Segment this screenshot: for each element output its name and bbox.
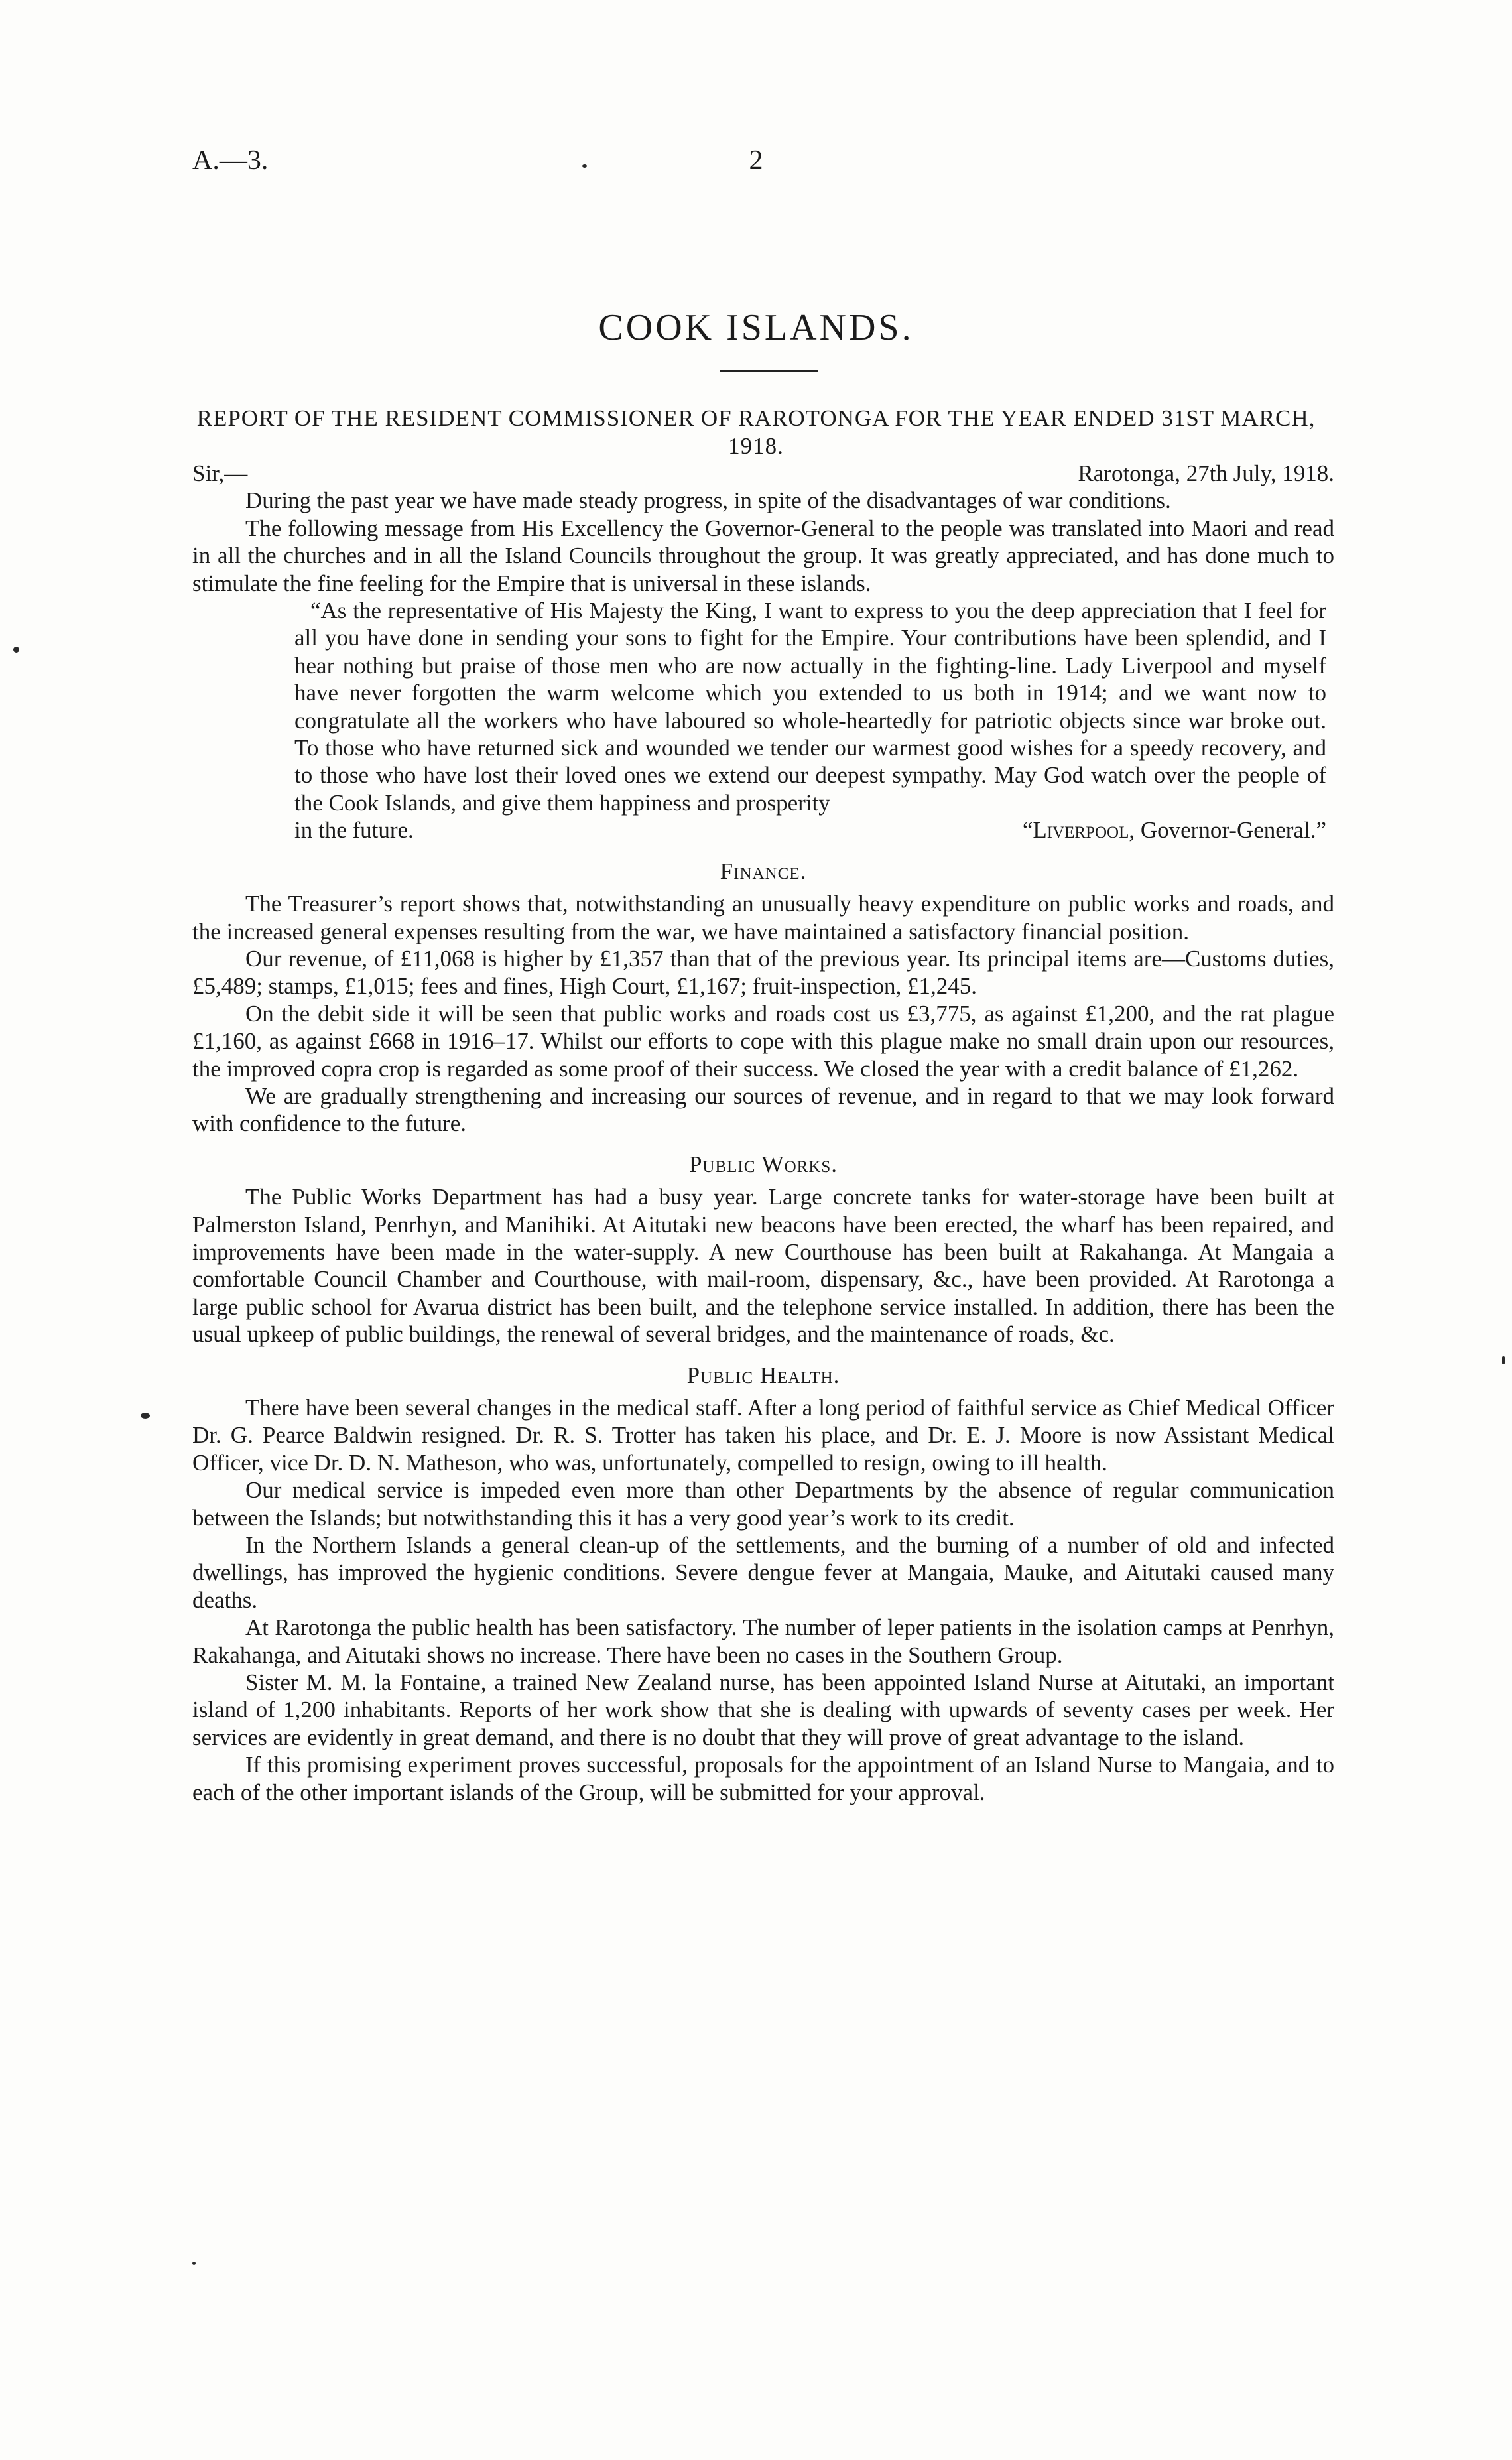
scan-speck: [1502, 1356, 1505, 1364]
scan-speck: [192, 2262, 196, 2265]
intro-paragraph: During the past year we have made steady progress, in spite of the disadvantages of war conditions.: [245, 487, 1171, 514]
finance-paragraph: Our revenue, of £11,068 is higher by £1,357 than that of the previous year. Its principal items are—Customs duties, £5,489; stamps, £1,015; fees and fines, High Court, £1,167; fruit-inspection, £1,245.: [192, 945, 1334, 1000]
public-health-paragraph: If this promising experiment proves successful, proposals for the appointment of an Island Nurse to Mangaia, and to each of the other important islands of the Group, will be submitted for your approval.: [192, 1752, 1334, 1805]
quote-signature: “Liverpool, Governor-General.”: [1022, 817, 1326, 844]
report-subtitle: REPORT OF THE RESIDENT COMMISSIONER OF RAROTONGA FOR THE YEAR ENDED 31ST MARCH, 1918.: [196, 405, 1316, 459]
addressee: Sir,—: [192, 460, 248, 486]
public-health-paragraph: In the Northern Islands a general clean-up of the settlements, and the burning of a number of old and infected dwellings, has improved the hygienic conditions. Severe dengue fever at Mangaia, Mauke, and Aitutaki caused many deaths.: [192, 1532, 1334, 1613]
intro-paragraph: The following message from His Excellency the Governor-General to the people was translated into Maori and read in all the churches and in all the Island Councils throughout the group. It was greatly appreciated, and has done much to stimulate the fine feeling for the Empire that is universal in these islands.: [192, 515, 1334, 596]
scan-speck: [13, 647, 19, 653]
scan-speck: [141, 1413, 150, 1419]
public-works-paragraph: The Public Works Department has had a busy year. Large concrete tanks for water-storage have been built at Palmerston Island, Penrhyn, and Manihiki. At Aitutaki new beacons have been erected, the wharf has been repaired, and improvements have been made in the water-supply. A new Courthouse has been built at Rakahanga. At Mangaia a comfortable Council Chamber and Courthouse, with mail-room, dispensary, &c., have been provided. At Rarotonga a large public school for Avarua district has been built, and the telephone service installed. In addition, there has been the usual upkeep of public buildings, the renewal of several bridges, and the maintenance of roads, &c.: [192, 1184, 1334, 1348]
document-reference: A.—3.: [192, 145, 269, 176]
governor-message: [294, 597, 1326, 844]
scan-speck: [582, 164, 587, 168]
finance-paragraph: We are gradually strengthening and increasing our sources of revenue, and in regard to that we may look forward with confidence to the future.: [192, 1082, 1334, 1137]
document-title: COOK ISLANDS.: [598, 307, 914, 348]
report-body: [192, 460, 1334, 1806]
finance-paragraph: The Treasurer’s report shows that, notwithstanding an unusually heavy expenditure on public works and roads, and the increased general expenses resulting from the war, we have maintained a satisfactory financial position.: [192, 891, 1334, 944]
public-health-paragraph: There have been several changes in the medical staff. After a long period of faithful service as Chief Medical Officer Dr. G. Pearce Baldwin resigned. Dr. R. S. Trotter has taken his place, and Dr. E. J. Moore is now Assistant Medical Officer, vice Dr. D. N. Matheson, who was, unfortunately, compelled to resign, owing to ill health.: [192, 1395, 1334, 1476]
quote-closing: in the future.: [294, 817, 414, 844]
running-head: [192, 145, 1320, 184]
quote-signature-line: [294, 816, 1326, 844]
finance-paragraph: On the debit side it will be seen that public works and roads cost us £3,775, as against £1,200, and the rat plague £1,160, as against £668 in 1916–17. Whilst our efforts to cope with this plague make no small drain upon our resources, the improved copra crop is regarded as some proof of their success. We closed the year with a credit balance of £1,262.: [192, 1000, 1334, 1082]
public-health-paragraph: Our medical service is impeded even more than other Departments by the absence of regular communication between the Islands; but notwithstanding this it has a very good year’s work to its credit.: [192, 1477, 1334, 1531]
title-rule: [720, 370, 818, 372]
signature-name: Liverpool: [1033, 817, 1129, 844]
section-heading-finance: Finance.: [720, 858, 807, 884]
public-health-paragraph: Sister M. M. la Fontaine, a trained New Zealand nurse, has been appointed Island Nurse at Aitutaki, an important island of 1,200 inhabitants. Reports of her work show that she is dealing with upwards of seventy cases per week. Her services are evidently in great demand, and there is no doubt that they will prove of great advantage to the island.: [192, 1669, 1334, 1750]
public-health-paragraph: At Rarotonga the public health has been satisfactory. The number of leper patients in the isolation camps at Penrhyn, Rakahanga, and Aitutaki shows no increase. There have been no cases in the Southern Group.: [192, 1614, 1334, 1668]
section-heading-public-works: Public Works.: [688, 1151, 838, 1177]
page-number: 2: [749, 145, 763, 176]
quote-text: “As the representative of His Majesty the King, I want to express to you the deep appreciation that I feel for all you have done in sending your sons to fight for the Empire. Your contributions have been splendid, and I hear nothing but praise of those men who are now actually in the fighting-line. Lady Liverpool and myself have never forgotten the warm welcome which you extended to us both in 1914; and we want now to congratulate all the workers who have laboured so whole-heartedly for patriotic objects since war broke out. To those who have returned sick and wounded we tender our warmest good wishes for a speedy recovery, and to those who have lost their loved ones we extend our deepest sympathy. May God watch over the people of the Cook Islands, and give them happiness and prosperity: [294, 598, 1326, 816]
section-heading-public-health: Public Health.: [686, 1362, 840, 1388]
salutation-line: [192, 460, 1334, 487]
place-date: Rarotonga, 27th July, 1918.: [1078, 460, 1334, 486]
